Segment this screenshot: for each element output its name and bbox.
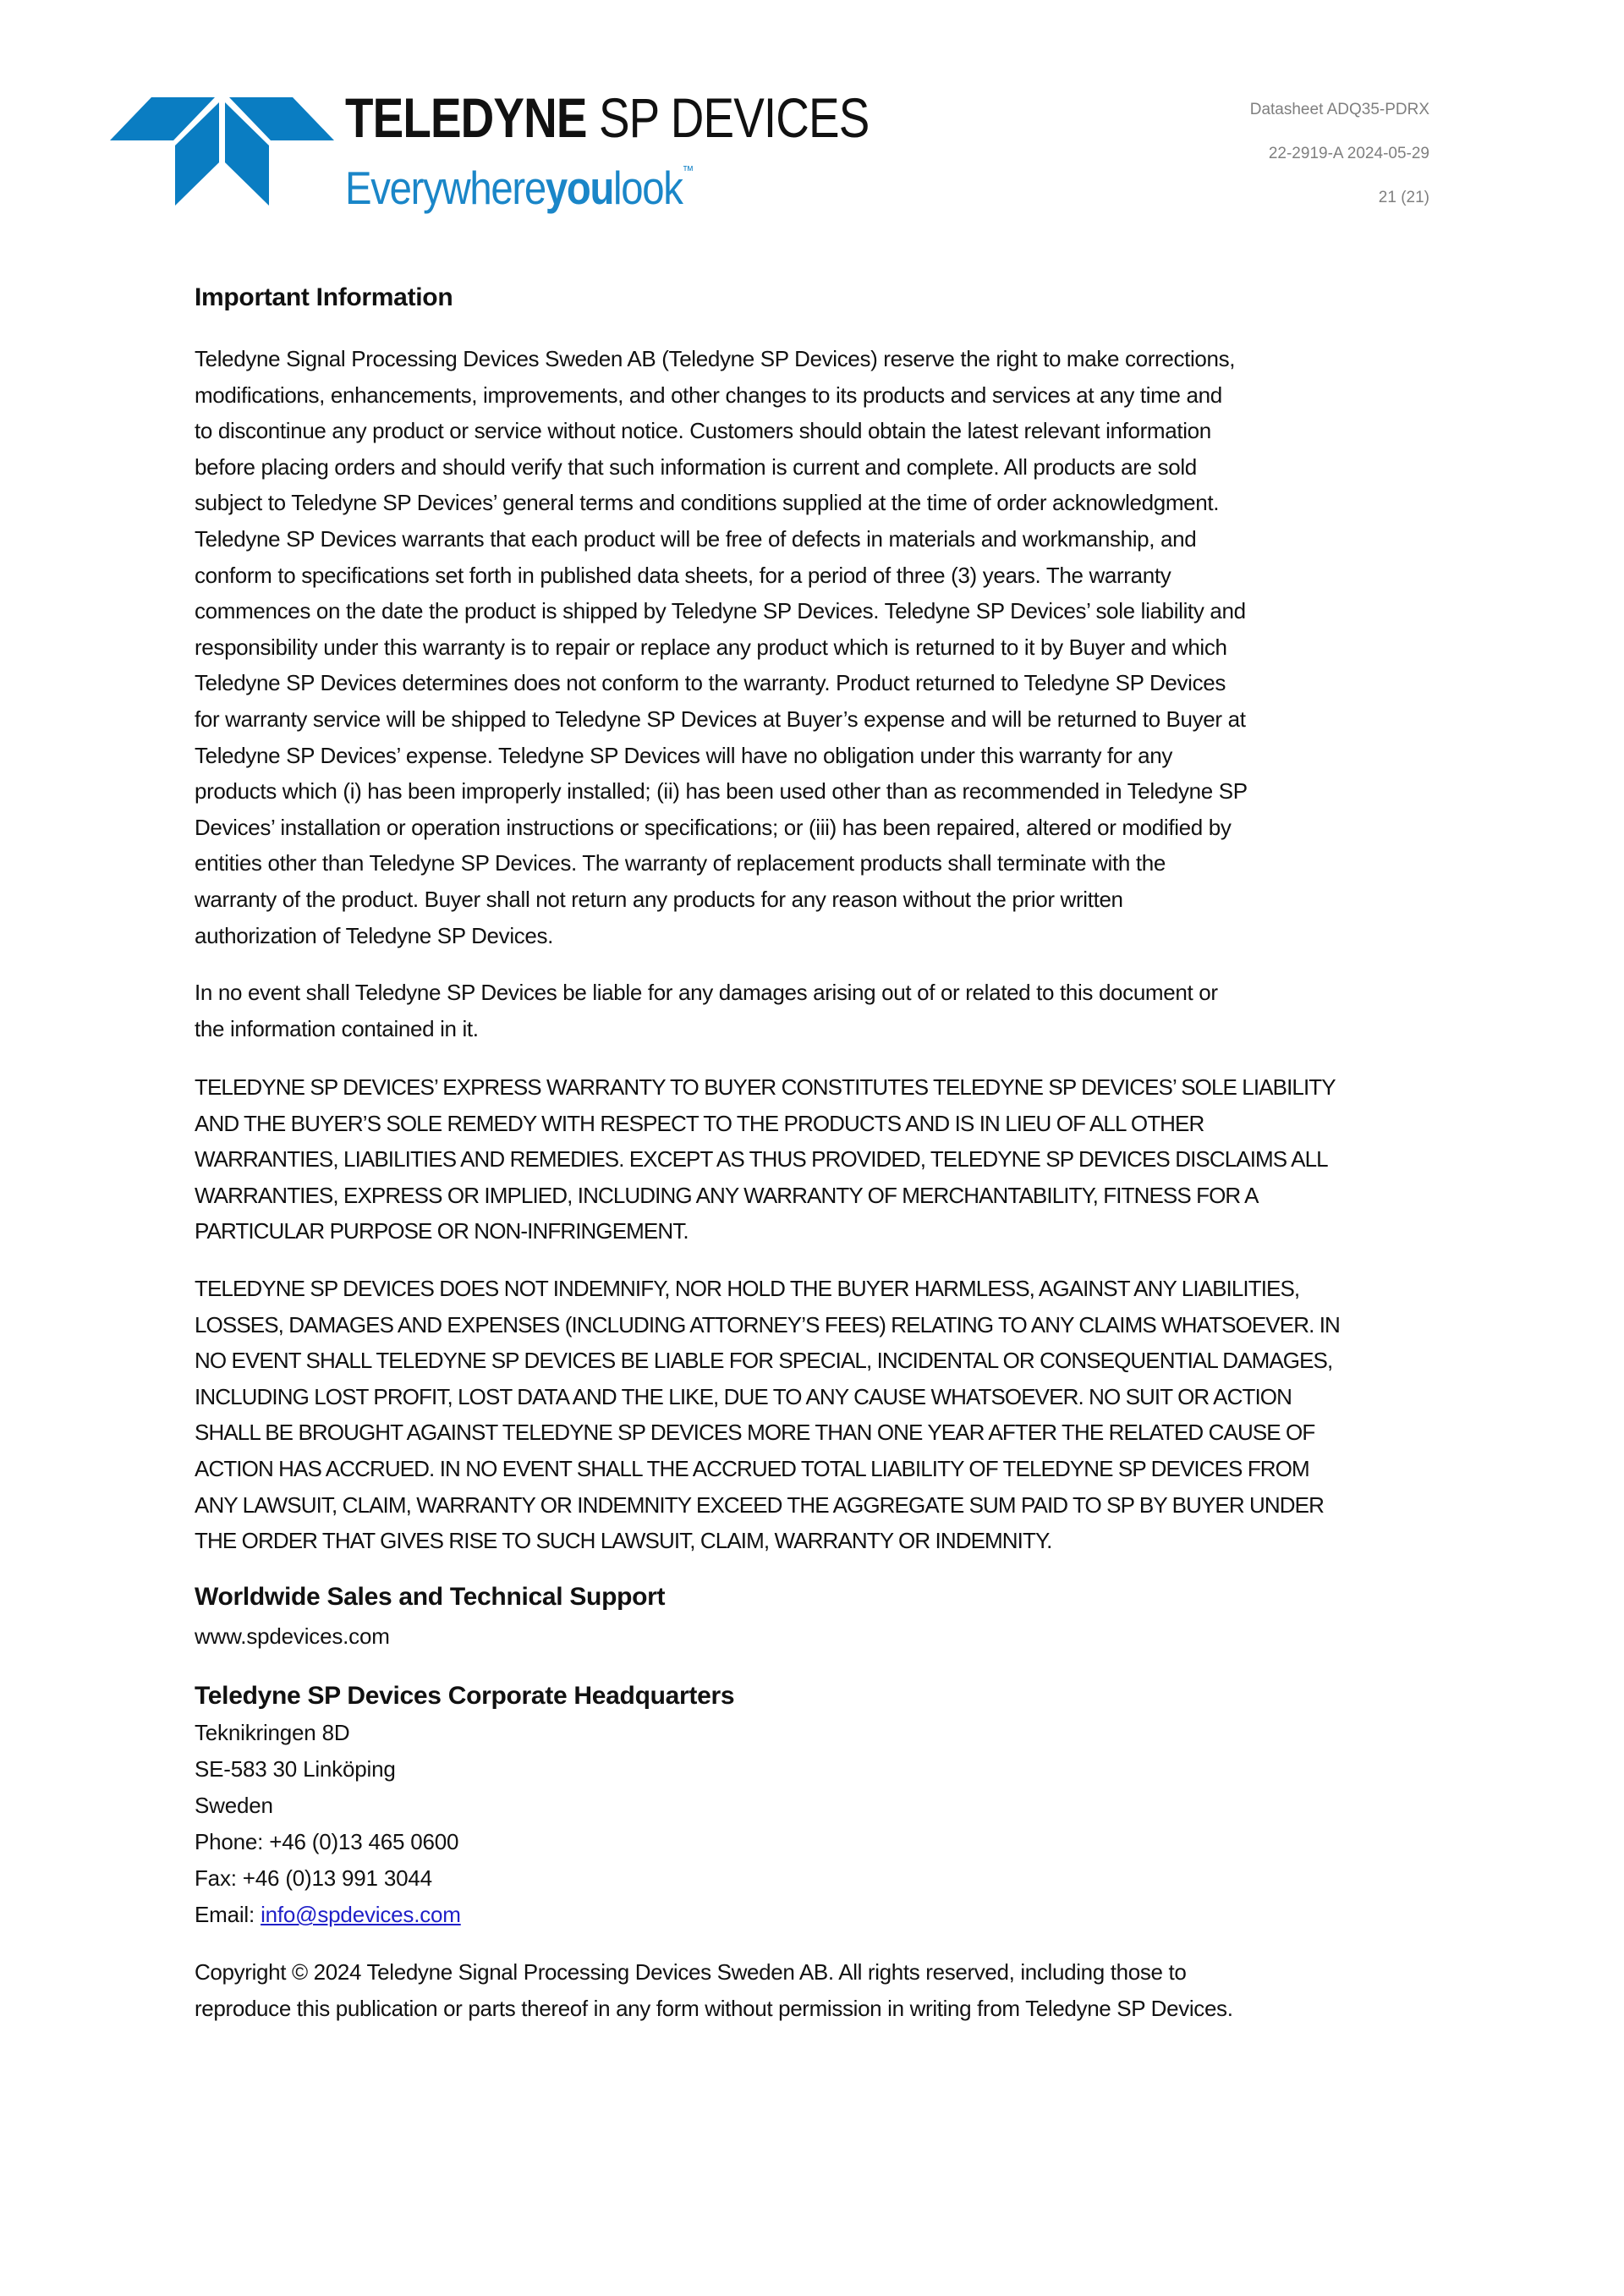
teledyne-logo-icon bbox=[108, 95, 337, 208]
paragraph-line: ACTION HAS ACCRUED. IN NO EVENT SHALL THE ACCRUED TOTAL LIABILITY OF TELEDYNE SP DEVICES FROM bbox=[195, 1455, 1309, 1481]
paragraph-line: SHALL BE BROUGHT AGAINST TELEDYNE SP DEVICES MORE THAN ONE YEAR AFTER THE RELATED CAUSE OF bbox=[195, 1420, 1315, 1446]
paragraph-line: AND THE BUYER’S SOLE REMEDY WITH RESPECT TO THE PRODUCTS AND IS IN LIEU OF ALL OTHER bbox=[195, 1110, 1204, 1136]
brand-wordmark bbox=[345, 86, 976, 214]
paragraph-line: the information contained in it. bbox=[195, 1015, 479, 1041]
document-title: Datasheet ADQ35-PDRX bbox=[1249, 101, 1429, 118]
address-postal-city: SE-583 30 Linköping bbox=[195, 1756, 396, 1782]
paragraph-line: NO EVENT SHALL TELEDYNE SP DEVICES BE LIABLE FOR SPECIAL, INCIDENTAL OR CONSEQUENTIAL DAMAGES, bbox=[195, 1348, 1333, 1374]
paragraph-line: THE ORDER THAT GIVES RISE TO SUCH LAWSUIT, CLAIM, WARRANTY OR INDEMNITY. bbox=[195, 1528, 1052, 1554]
copyright-line: reproduce this publication or parts thereof in any form without permission in writing from Teledyne SP Devices. bbox=[195, 1995, 1233, 2021]
tagline-emphasis: you bbox=[545, 162, 614, 214]
tagline-part: look bbox=[613, 162, 683, 214]
paragraph-line: to discontinue any product or service without notice. Customers should obtain the latest relevant information bbox=[195, 418, 1211, 444]
email-label: Email: bbox=[195, 1902, 261, 1927]
paragraph-line: LOSSES, DAMAGES AND EXPENSES (INCLUDING ATTORNEY’S FEES) RELATING TO ANY CLAIMS WHATSOEVER. IN bbox=[195, 1311, 1340, 1338]
document-id-date: 22-2919-A 2024-05-29 bbox=[1268, 145, 1429, 162]
brand-tagline bbox=[345, 147, 888, 212]
brand-name-bold: TELEDYNE bbox=[345, 86, 587, 149]
page-number: 21 (21) bbox=[1378, 189, 1429, 206]
paragraph-line: In no event shall Teledyne SP Devices be liable for any damages arising out of or related to this document or bbox=[195, 980, 1218, 1005]
trademark-symbol: ™ bbox=[682, 164, 694, 179]
paragraph-line: entities other than Teledyne SP Devices. The warranty of replacement products shall terminate with the bbox=[195, 850, 1166, 876]
paragraph-line: for warranty service will be shipped to Teledyne SP Devices at Buyer’s expense and will be returned to Buyer at bbox=[195, 706, 1246, 732]
fax-number: Fax: +46 (0)13 991 3044 bbox=[195, 1865, 432, 1891]
paragraph-line: authorization of Teledyne SP Devices. bbox=[195, 922, 554, 948]
paragraph-line: products which (i) has been improperly installed; (ii) has been used other than as recommended in Teledyne SP bbox=[195, 778, 1248, 805]
liability-paragraph bbox=[195, 975, 1218, 1046]
paragraph-line: responsibility under this warranty is to repair or replace any product which is returned to it by Buyer and which bbox=[195, 634, 1227, 660]
warranty-paragraph bbox=[195, 341, 1248, 953]
paragraph-line: conform to specifications set forth in published data sheets, for a period of three (3) years. The warranty bbox=[195, 562, 1171, 588]
brand-name bbox=[345, 86, 870, 149]
hq-heading: Teledyne SP Devices Corporate Headquarters bbox=[195, 1682, 735, 1710]
express-warranty-paragraph bbox=[195, 1069, 1336, 1250]
address-country: Sweden bbox=[195, 1793, 273, 1818]
copyright-line: Copyright © 2024 Teledyne Signal Processing Devices Sweden AB. All rights reserved, including those to bbox=[195, 1959, 1187, 1985]
paragraph-line: Teledyne SP Devices warrants that each product will be free of defects in materials and workmanship, and bbox=[195, 525, 1197, 552]
paragraph-line: Teledyne SP Devices’ expense. Teledyne SP Devices will have no obligation under this warranty for any bbox=[195, 742, 1173, 768]
important-information-heading: Important Information bbox=[195, 283, 453, 311]
paragraph-line: Teledyne SP Devices determines does not conform to the warranty. Product returned to Teledyne SP Devices bbox=[195, 670, 1226, 696]
paragraph-line: subject to Teledyne SP Devices’ general terms and conditions supplied at the time of order acknowledgment. bbox=[195, 490, 1220, 516]
website-text: www.spdevices.com bbox=[195, 1623, 390, 1649]
paragraph-line: TELEDYNE SP DEVICES DOES NOT INDEMNIFY, NOR HOLD THE BUYER HARMLESS, AGAINST ANY LIABILITIES, bbox=[195, 1276, 1300, 1301]
support-heading: Worldwide Sales and Technical Support bbox=[195, 1583, 666, 1611]
email-line bbox=[195, 1897, 461, 1933]
paragraph-line: modifications, enhancements, improvements, and other changes to its products and services at any time and bbox=[195, 382, 1222, 408]
paragraph-line: ANY LAWSUIT, CLAIM, WARRANTY OR INDEMNITY EXCEED THE AGGREGATE SUM PAID TO SP BY BUYER UNDER bbox=[195, 1491, 1324, 1518]
tagline-part: Everywhere bbox=[345, 162, 546, 214]
support-block bbox=[195, 1618, 390, 1655]
email-link[interactable]: info@spdevices.com bbox=[261, 1902, 461, 1927]
paragraph-line: WARRANTIES, EXPRESS OR IMPLIED, INCLUDING ANY WARRANTY OF MERCHANTABILITY, FITNESS FOR A bbox=[195, 1182, 1259, 1208]
phone-number: Phone: +46 (0)13 465 0600 bbox=[195, 1829, 459, 1854]
indemnity-paragraph bbox=[195, 1271, 1340, 1559]
paragraph-line: PARTICULAR PURPOSE OR NON-INFRINGEMENT. bbox=[195, 1218, 689, 1244]
paragraph-line: Devices’ installation or operation instructions or specifications; or (iii) has been repaired, altered or modified by bbox=[195, 814, 1232, 840]
paragraph-line: warranty of the product. Buyer shall not return any products for any reason without the prior written bbox=[195, 886, 1123, 912]
brand-name-regular: SP DEVICES bbox=[586, 86, 870, 149]
address-street: Teknikringen 8D bbox=[195, 1720, 350, 1745]
document-meta bbox=[1250, 100, 1429, 232]
paragraph-line: INCLUDING LOST PROFIT, LOST DATA AND THE LIKE, DUE TO ANY CAUSE WHATSOEVER. NO SUIT OR ACTION bbox=[195, 1383, 1292, 1409]
paragraph-line: Teledyne Signal Processing Devices Sweden AB (Teledyne SP Devices) reserve the right to make corrections, bbox=[195, 346, 1236, 371]
hq-address bbox=[195, 1715, 461, 1933]
copyright-notice bbox=[195, 1954, 1233, 2026]
paragraph-line: TELEDYNE SP DEVICES’ EXPRESS WARRANTY TO BUYER CONSTITUTES TELEDYNE SP DEVICES’ SOLE LIABILITY bbox=[195, 1074, 1336, 1100]
paragraph-line: commences on the date the product is shipped by Teledyne SP Devices. Teledyne SP Devices’ sole liability and bbox=[195, 598, 1246, 624]
paragraph-line: WARRANTIES, LIABILITIES AND REMEDIES. EXCEPT AS THUS PROVIDED, TELEDYNE SP DEVICES DISCLAIMS ALL bbox=[195, 1146, 1328, 1173]
paragraph-line: before placing orders and should verify that such information is current and complete. All products are sold bbox=[195, 453, 1197, 480]
